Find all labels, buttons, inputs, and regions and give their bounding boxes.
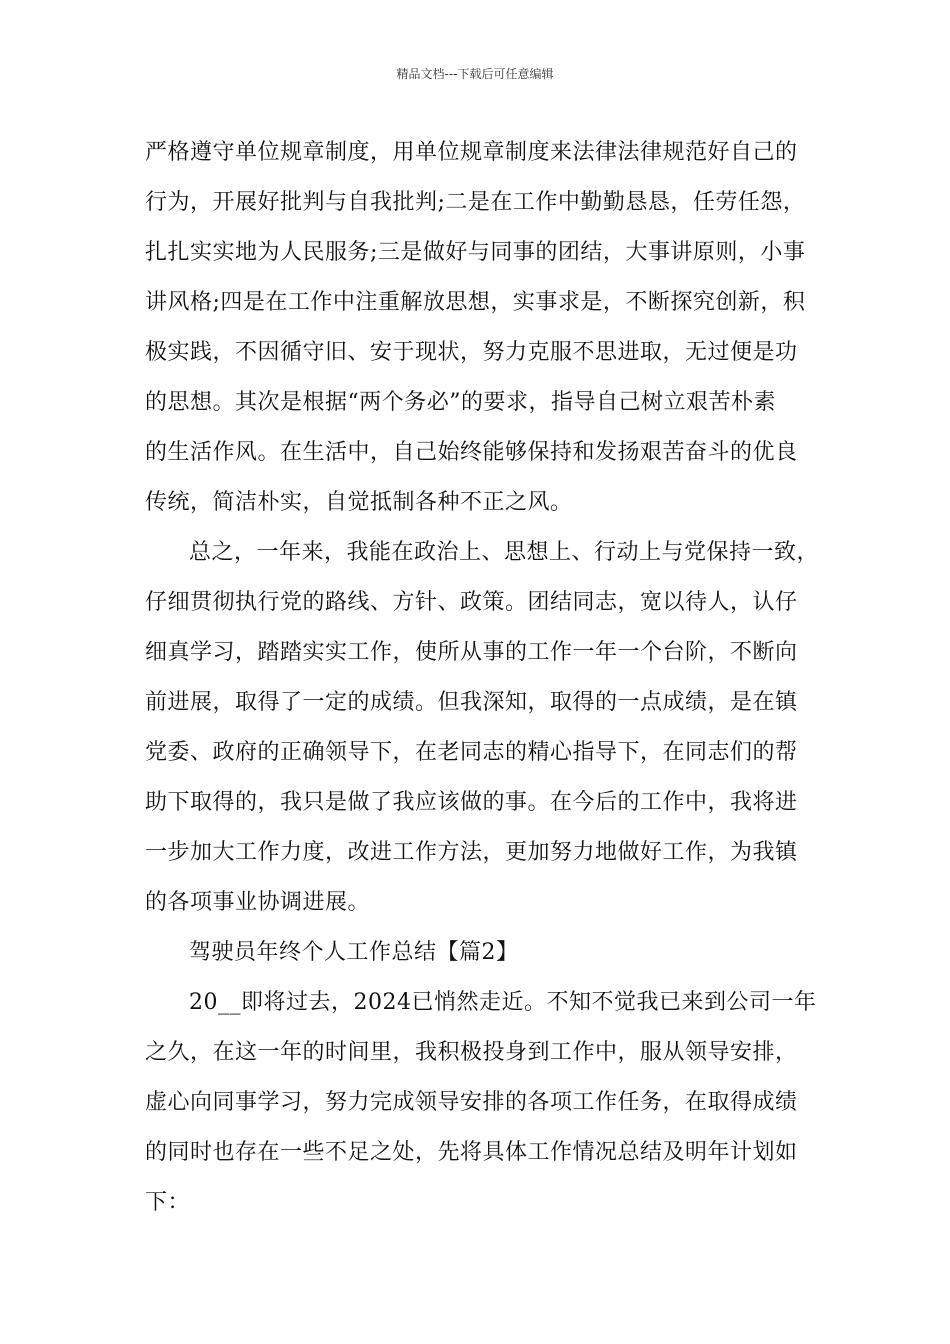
text-line: 细真学习，踏踏实实工作，使所从事的工作一年一个台阶，不断向 [145,640,798,665]
section-heading: 驾驶员年终个人工作总结【篇2】 [189,940,519,965]
text-line: 虚心向同事学习，努力完成领导安排的各项工作任务，在取得成绩 [145,1090,798,1115]
text-line: 的思想。其次是根据“两个务必”的要求，指导自己树立艰苦朴素 [145,390,776,415]
text-line: 传统，简洁朴实，自觉抵制各种不正之风。 [145,490,573,515]
text-line: 的各项事业协调进展。 [145,890,371,915]
document-body [145,128,820,1228]
text-line: 一步加大工作力度，改进工作方法，更加努力地做好工作，为我镇 [145,840,798,865]
text-line: 极实践，不因循守旧、安于现状，努力克服不思进取，无过便是功 [145,340,798,365]
text-line: 行为，开展好批判与自我批判;二是在工作中勤勤恳恳，任劳任怨， [145,190,806,215]
text-line: 助下取得的，我只是做了我应该做的事。在今后的工作中，我将进 [145,790,798,815]
text-line: 的同时也存在一些不足之处，先将具体工作情况总结及明年计划如 [145,1140,798,1165]
text-line: 党委、政府的正确领导下，在老同志的精心指导下，在同志们的帮 [145,740,798,765]
text-line: 下： [145,1190,191,1215]
text-line: 前进展，取得了一定的成绩。但我深知，取得的一点成绩，是在镇 [145,690,798,715]
text-line: 严格遵守单位规章制度，用单位规章制度来法律法律规范好自己的 [145,140,798,165]
page-header: 精品文档---下载后可任意编辑 [396,67,554,81]
text-line: 讲风格;四是在工作中注重解放思想，实事求是，不断探究创新，积 [145,290,806,315]
text-line: 的生活作风。在生活中，自己始终能够保持和发扬艰苦奋斗的优良 [145,440,798,465]
paragraph-start-line: 20__即将过去，2024已悄然走近。不知不觉我已来到公司一年 [189,990,817,1015]
text-line: 之久，在这一年的时间里，我积极投身到工作中，服从领导安排， [145,1040,798,1065]
text-line: 仔细贯彻执行党的路线、方针、政策。团结同志，宽以待人，认仔 [145,590,798,615]
paragraph-start-line: 总之，一年来，我能在政治上、思想上、行动上与党保持一致， [189,540,820,565]
text-line: 扎扎实实地为人民服务;三是做好与同事的团结，大事讲原则，小事 [145,240,806,265]
